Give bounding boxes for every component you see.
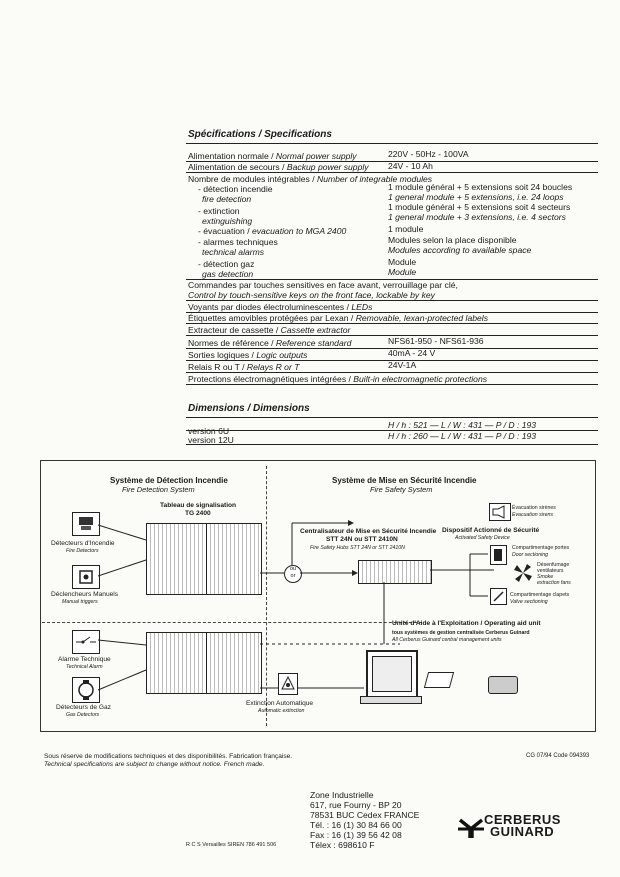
hub-to-devices-lines <box>430 540 494 610</box>
left-title: Système de Détection Incendie <box>110 476 228 485</box>
printer <box>424 672 454 688</box>
spec-line: Relais R ou T / Relays R or T <box>188 362 300 372</box>
address-line: 617, rue Fourny - BP 20 <box>310 800 402 810</box>
fan-label-4: extraction fans <box>537 580 571 586</box>
spec-line: Extracteur de cassette / Cassette extractor <box>188 325 351 335</box>
brand-name-1: CERBERUS <box>484 812 561 827</box>
gas-detectors-label-en: Gas Detectors <box>66 712 100 718</box>
spec-rule <box>186 323 598 324</box>
fan-label-1: Désenfumage <box>537 562 570 568</box>
spec-row-label: Nombre de modules intégrables / Number of integrable modules <box>188 174 433 184</box>
module-label-en: technical alarms <box>202 247 265 257</box>
module-value: 1 module <box>388 224 424 234</box>
signal-panel-lower-left <box>146 632 208 694</box>
footer-note-en: Technical specifications are subject to change without notice. French made. <box>44 761 265 768</box>
door-label-en: Door sectioning <box>512 552 549 558</box>
dims-label: version 6U <box>188 426 230 436</box>
spec-row-value: 220V - 50Hz - 100VA <box>388 149 469 159</box>
evac-label-en: Evacuation sirens <box>512 512 553 518</box>
manual-triggers-label: Déclencheurs Manuels <box>51 591 119 598</box>
module-label: - alarmes techniques <box>198 237 278 247</box>
module-value: 1 module général + 5 extensions soit 24 boucles <box>388 182 573 192</box>
gas-detectors-label: Détecteurs de Gaz <box>56 704 111 711</box>
brand-name-2: GUINARD <box>490 824 555 839</box>
address-line: Télex : 698610 F <box>310 840 375 850</box>
spec-rule-top <box>186 143 598 144</box>
spec-rule <box>186 384 598 385</box>
signal-panel-lower-right <box>206 632 262 694</box>
module-value: 1 module général + 5 extensions soit 4 secteurs <box>388 202 571 212</box>
spec-line: Normes de référence / Reference standard <box>188 338 352 348</box>
fan-label-2: ventilateurs <box>537 568 564 574</box>
dims-value: H / h : 521 — L / W : 431 — P / D : 193 <box>388 420 537 430</box>
safety-device-title-en: Activated Safety Device <box>455 535 510 541</box>
siren-icon <box>489 503 511 521</box>
spec-line-value: NFS61-950 - NFS61-936 <box>388 336 484 346</box>
dims-rule <box>186 444 598 445</box>
doc-code: CG 07/94 Code 094393 <box>526 753 590 759</box>
evac-label: Évacuation sirènes <box>512 505 556 511</box>
hub-title-en: Fire Safety Hubs STT 24N or STT 2410N <box>310 545 405 551</box>
valve-label-en: Valve sectioning <box>510 599 548 605</box>
module-label: - extinction <box>198 206 240 216</box>
spec-title <box>188 129 332 140</box>
fire-detectors-label-en: Fire Detectors <box>66 548 99 554</box>
valve-label: Compartimentage clapets <box>510 592 570 598</box>
module-label: - évacuation / evacuation to MGA 2400 <box>198 226 347 236</box>
spec-rule <box>186 300 598 301</box>
module-label: - détection gaz <box>198 259 255 269</box>
spec-row-label: Alimentation normale / Normal power supply <box>188 151 357 161</box>
module-value: Modules selon la place disponible <box>388 235 517 245</box>
module-value: Module <box>388 257 417 267</box>
right-title-en: Fire Safety System <box>370 485 433 494</box>
footer-note-fr: Sous réserve de modifications techniques et des disponibilités. Fabrication française. <box>44 753 293 760</box>
spec-row-value: 24V - 10 Ah <box>388 161 433 171</box>
module-value-en: Module <box>388 267 417 277</box>
dims-value: H / h : 260 — L / W : 431 — P / D : 193 <box>388 431 537 441</box>
spec-line-value: 24V-1A <box>388 360 417 370</box>
brand-logo-icon <box>456 816 486 842</box>
technical-alarm-label-en: Technical Alarm <box>66 664 103 670</box>
spec-title-fr: Spécifications / <box>188 129 265 140</box>
address-line: Zone Industrielle <box>310 790 374 800</box>
aid-unit-title: Unité d'Aide à l'Exploitation / Operating aid unit <box>392 620 541 627</box>
fan-icon <box>512 562 534 584</box>
controls-fr: Commandes par touches sensitives en face avant, verrouillage par clé, <box>188 280 458 290</box>
panel-title: Tableau de signalisation <box>160 502 237 509</box>
spec-row-label: Alimentation de secours / Backup power supply <box>188 162 369 172</box>
panel-model: TG 2400 <box>185 510 211 517</box>
signal-panel-left <box>146 523 208 595</box>
aid-unit-line3: All Cerberus Guinard central management units <box>392 637 502 643</box>
module-label-en: gas detection <box>202 269 254 279</box>
left-title-en: Fire Detection System <box>122 485 195 494</box>
aid-unit-line2: tous systèmes de gestion centralisée Cerberus Guinard <box>392 630 530 636</box>
module-label: - détection incendie <box>198 184 273 194</box>
address-line: Tél. : 16 (1) 30 84 66 00 <box>310 820 402 830</box>
module-label-en: extinguishing <box>202 216 253 226</box>
fan-label-3: Smoke <box>537 574 554 580</box>
or-circle: ou or <box>284 565 302 583</box>
spec-rule <box>186 372 598 373</box>
spec-line: Protections électromagnétiques intégrées / Built-in electromagnetic protections <box>188 374 488 384</box>
dims-title: Dimensions / Dimensions <box>188 403 310 414</box>
spec-line: Sorties logiques / Logic outputs <box>188 350 308 360</box>
module-value-en: Modules according to available space <box>388 245 532 255</box>
spec-rule <box>186 172 598 173</box>
monitor <box>366 650 418 698</box>
hub-models: STT 24N ou STT 2410N <box>326 536 398 543</box>
keyboard <box>360 696 422 704</box>
module-label-en: fire detection <box>202 194 252 204</box>
technical-alarm-label: Alarme Technique <box>58 656 111 663</box>
fire-detectors-label: Détecteurs d'Incendie <box>51 540 115 547</box>
dims-rule <box>186 417 598 418</box>
right-title: Système de Mise en Sécurité Incendie <box>332 476 477 485</box>
spec-line: Voyants par diodes électroluminescentes / LEDs <box>188 302 373 312</box>
module-value-en: 1 general module + 3 extensions, i.e. 4 sectors <box>388 212 566 222</box>
controls-en: Control by touch-sensitive keys on the front face, lockable by key <box>188 290 435 300</box>
spec-title-en: Specifications <box>264 129 332 140</box>
extinction-icon <box>278 673 298 695</box>
address-line: Fax : 16 (1) 39 56 42 08 <box>310 830 402 840</box>
spec-line: Étiquettes amovibles protégées par Lexan / Removable, lexan-protected labels <box>188 313 489 323</box>
hub-title: Centralisateur de Mise en Sécurité Incendie <box>300 528 437 535</box>
signal-panel-right <box>206 523 262 595</box>
spec-line-value: 40mA - 24 V <box>388 348 436 358</box>
dims-label: version 12U <box>188 435 234 445</box>
rcs-number: R C S Versailles SIREN 786 491 506 <box>186 842 277 848</box>
module-value-en: 1 general module + 5 extensions, i.e. 24 loops <box>388 192 564 202</box>
manual-triggers-label-en: Manual triggers <box>62 599 98 605</box>
safety-device-title: Dispositif Actionné de Sécurité <box>442 527 540 534</box>
console <box>488 676 518 694</box>
door-label: Compartimentage portes <box>512 545 570 551</box>
extinction-label: Extinction Automatique <box>246 700 314 707</box>
left-connectors <box>96 520 148 710</box>
address-line: 78531 BUC Cedex FRANCE <box>310 810 420 820</box>
extinction-label-en: Automatic extinction <box>258 708 305 714</box>
